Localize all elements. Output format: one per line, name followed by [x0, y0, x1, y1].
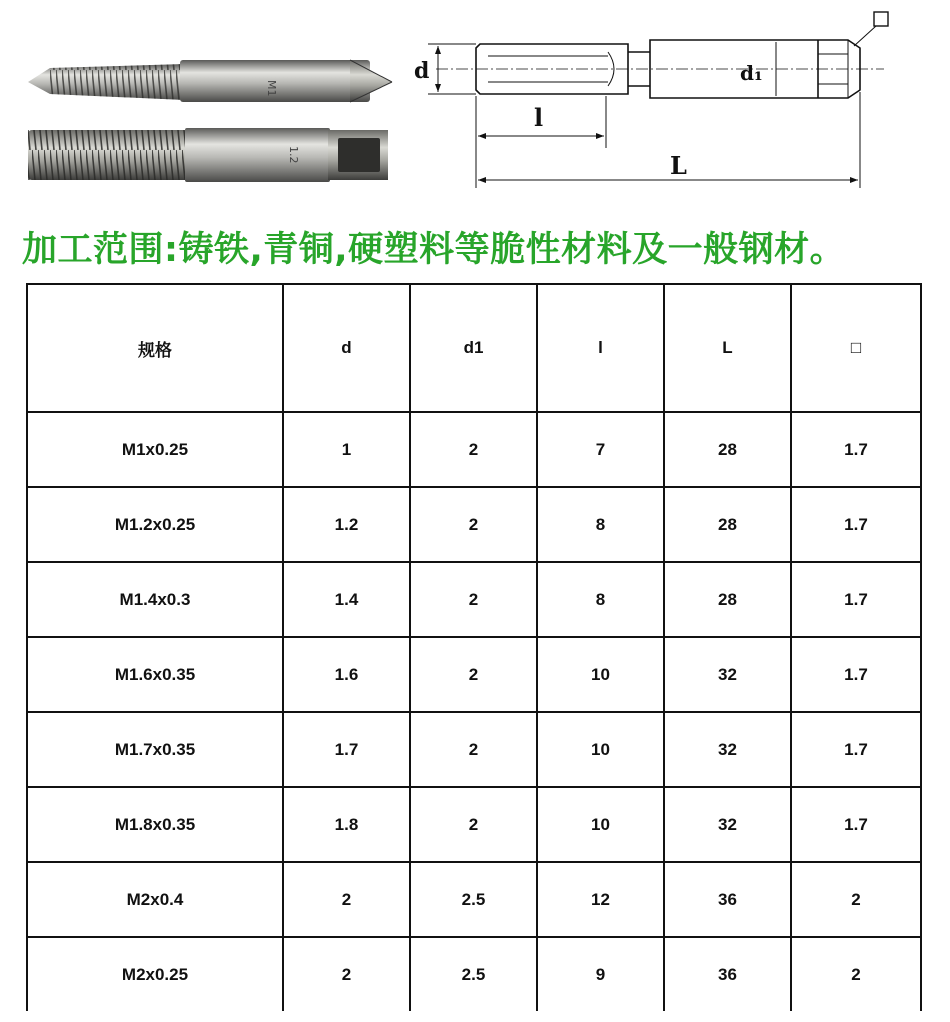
cell-L: 28: [664, 412, 791, 487]
dim-label-L: L: [670, 151, 687, 180]
header-d: d: [283, 284, 410, 412]
header-square: □: [791, 284, 921, 412]
cell-d: 1.2: [283, 487, 410, 562]
dim-label-d1: d₁: [740, 61, 763, 85]
cell-d1: 2: [410, 562, 537, 637]
cell-d: 1.6: [283, 637, 410, 712]
cell-spec: M1x0.25: [27, 412, 283, 487]
cell-l: 8: [537, 562, 664, 637]
spec-table-body: [27, 284, 921, 1011]
cell-square: 2: [791, 937, 921, 1011]
cell-square: 1.7: [791, 712, 921, 787]
header-d1: d1: [410, 284, 537, 412]
table-row: [27, 862, 921, 937]
cell-spec: M2x0.4: [27, 862, 283, 937]
cell-square: 2: [791, 862, 921, 937]
cell-d1: 2: [410, 637, 537, 712]
cell-square: 1.7: [791, 487, 921, 562]
table-row: [27, 937, 921, 1011]
tap-lower: [28, 128, 388, 182]
cell-L: 32: [664, 787, 791, 862]
dim-label-l: l: [534, 103, 544, 132]
header-spec: 规格: [27, 284, 283, 412]
table-row: [27, 412, 921, 487]
cell-d: 2: [283, 862, 410, 937]
machining-scope-heading: 加工范围:铸铁,青铜,硬塑料等脆性材料及一般钢材。: [22, 230, 846, 270]
cell-d1: 2: [410, 412, 537, 487]
cell-spec: M1.2x0.25: [27, 487, 283, 562]
cell-l: 10: [537, 637, 664, 712]
cell-l: 8: [537, 487, 664, 562]
cell-d: 1.4: [283, 562, 410, 637]
table-row: [27, 487, 921, 562]
cell-l: 10: [537, 712, 664, 787]
cell-l: 10: [537, 787, 664, 862]
cell-L: 28: [664, 487, 791, 562]
tap-dimension-drawing: [388, 8, 898, 198]
cell-d: 1.8: [283, 787, 410, 862]
cell-L: 32: [664, 712, 791, 787]
cell-d: 1.7: [283, 712, 410, 787]
header-l: l: [537, 284, 664, 412]
tap-lower-marking: 1.2: [287, 146, 300, 164]
cell-l: 7: [537, 412, 664, 487]
cell-d1: 2: [410, 712, 537, 787]
table-row: [27, 637, 921, 712]
cell-L: 32: [664, 637, 791, 712]
cell-square: 1.7: [791, 562, 921, 637]
dim-label-d: d: [414, 58, 430, 84]
cell-spec: M1.6x0.35: [27, 637, 283, 712]
cell-L: 36: [664, 862, 791, 937]
cell-l: 9: [537, 937, 664, 1011]
cell-d1: 2.5: [410, 862, 537, 937]
cell-d: 1: [283, 412, 410, 487]
tap-upper: [28, 60, 392, 102]
tap-photo: [20, 30, 400, 200]
spec-table: [26, 283, 922, 1011]
cell-d: 2: [283, 937, 410, 1011]
cell-spec: M2x0.25: [27, 937, 283, 1011]
tap-upper-marking: M1: [265, 80, 278, 97]
cell-square: 1.7: [791, 412, 921, 487]
cell-spec: M1.7x0.35: [27, 712, 283, 787]
header-L: L: [664, 284, 791, 412]
cell-L: 36: [664, 937, 791, 1011]
cell-spec: M1.4x0.3: [27, 562, 283, 637]
cell-spec: M1.8x0.35: [27, 787, 283, 862]
table-header-row: [27, 284, 921, 412]
cell-d1: 2.5: [410, 937, 537, 1011]
cell-d1: 2: [410, 787, 537, 862]
cell-l: 12: [537, 862, 664, 937]
table-row: [27, 787, 921, 862]
cell-d1: 2: [410, 487, 537, 562]
table-row: [27, 562, 921, 637]
cell-square: 1.7: [791, 787, 921, 862]
cell-square: 1.7: [791, 637, 921, 712]
cell-L: 28: [664, 562, 791, 637]
table-row: [27, 712, 921, 787]
